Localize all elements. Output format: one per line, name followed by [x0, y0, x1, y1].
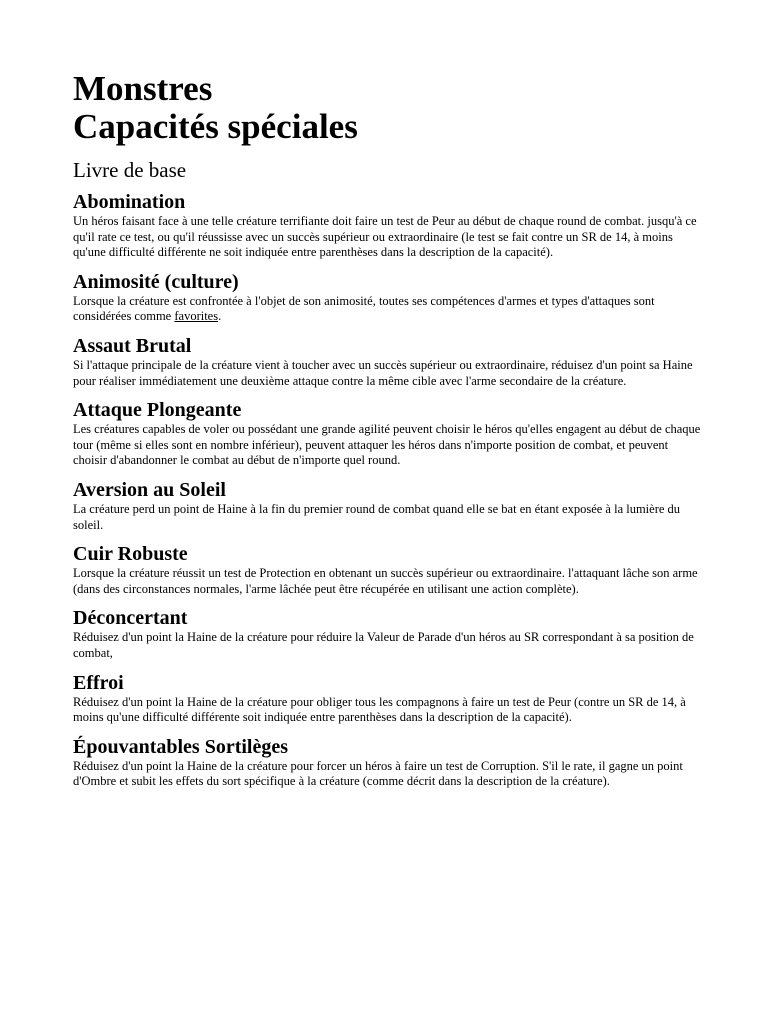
section-text-part: Lorsque la créature est confrontée à l'objet de son animosité, toutes ses compétences d'armes et types d'attaques sont considérées comme — [73, 293, 655, 324]
page-subtitle: Livre de base — [73, 158, 187, 182]
section-heading: Effroi — [73, 671, 124, 694]
section-assaut-brutal — [73, 335, 703, 389]
title-line-1: Monstres — [73, 69, 213, 108]
section-text-part: . — [218, 309, 222, 324]
section-animosite — [73, 271, 703, 325]
underlined-term: favorites — [174, 309, 219, 324]
section-epouvantables-sortileges — [73, 736, 703, 790]
document-page — [73, 70, 703, 800]
section-text: Lorsque la créature réussit un test de Protection en obtenant un succès supérieur ou extraordinaire. l'attaquant lâche son arme (dans des circonstances normales, l'arme lâchée peut être récupérée en utilisant une action complète). — [73, 566, 698, 596]
title-line-2: Capacités spéciales — [73, 107, 358, 146]
section-text: Réduisez d'un point la Haine de la créature pour réduire la Valeur de Parade d'un héros au SR correspondant à sa position de combat, — [73, 630, 694, 660]
section-text: Réduisez d'un point la Haine de la créature pour obliger tous les compagnons à faire un test de Peur (contre un SR de 14, à moins qu'une difficulté différente soit indiquée entre parenthèses dans la description de la capacité). — [73, 694, 686, 725]
section-cuir-robuste — [73, 543, 703, 597]
section-heading: Cuir Robuste — [73, 543, 188, 566]
section-abomination — [73, 191, 703, 261]
section-text: Si l'attaque principale de la créature vient à toucher avec un succès supérieur ou extraordinaire, réduisez d'un point sa Haine pour réaliser immédiatement une deuxième attaque contre la même cible avec l'arme secondaire de la créature. — [73, 357, 693, 388]
section-text: Réduisez d'un point la Haine de la créature pour forcer un héros à faire un test de Corruption. S'il le rate, il gagne un point d'Ombre et subit les effets du sort spécifique à la créature (comme décrit dans la description de la créature). — [73, 758, 683, 789]
section-text: Les créatures capables de voler ou possédant une grande agilité peuvent choisir le héros qu'elles engagent au début de chaque tour (même si elles sont en nombre inférieur), peuvent attaquer les héros dans n'importe position de combat, et peuvent choisir d'abandonner le combat au début de n'importe quel round. — [73, 422, 701, 468]
section-attaque-plongeante — [73, 399, 703, 469]
section-text: Un héros faisant face à une telle créature terrifiante doit faire un test de Peur au début de chaque round de combat. jusqu'à ce qu'il rate ce test, ou qu'il réussisse avec un succès supérieur ou extraordinaire (le test se fait contre un SR de 14, à moins qu'une difficulté différente ne soit indiquée entre parenthèses dans la description de la capacité). — [73, 214, 697, 260]
section-heading: Attaque Plongeante — [73, 399, 242, 422]
section-text: La créature perd un point de Haine à la fin du premier round de combat quand elle se bat en étant exposée à la lumière du soleil. — [73, 501, 681, 532]
section-aversion-au-soleil — [73, 479, 703, 533]
page-title — [73, 70, 703, 146]
section-heading: Déconcertant — [73, 607, 188, 630]
section-heading: Aversion au Soleil — [73, 478, 226, 501]
section-effroi — [73, 672, 703, 726]
section-heading: Assaut Brutal — [73, 334, 192, 357]
section-heading: Animosité (culture) — [73, 270, 239, 293]
section-deconcertant — [73, 607, 703, 661]
section-heading: Épouvantables Sortilèges — [73, 735, 289, 758]
section-heading: Abomination — [73, 191, 186, 213]
section-text — [73, 294, 703, 325]
